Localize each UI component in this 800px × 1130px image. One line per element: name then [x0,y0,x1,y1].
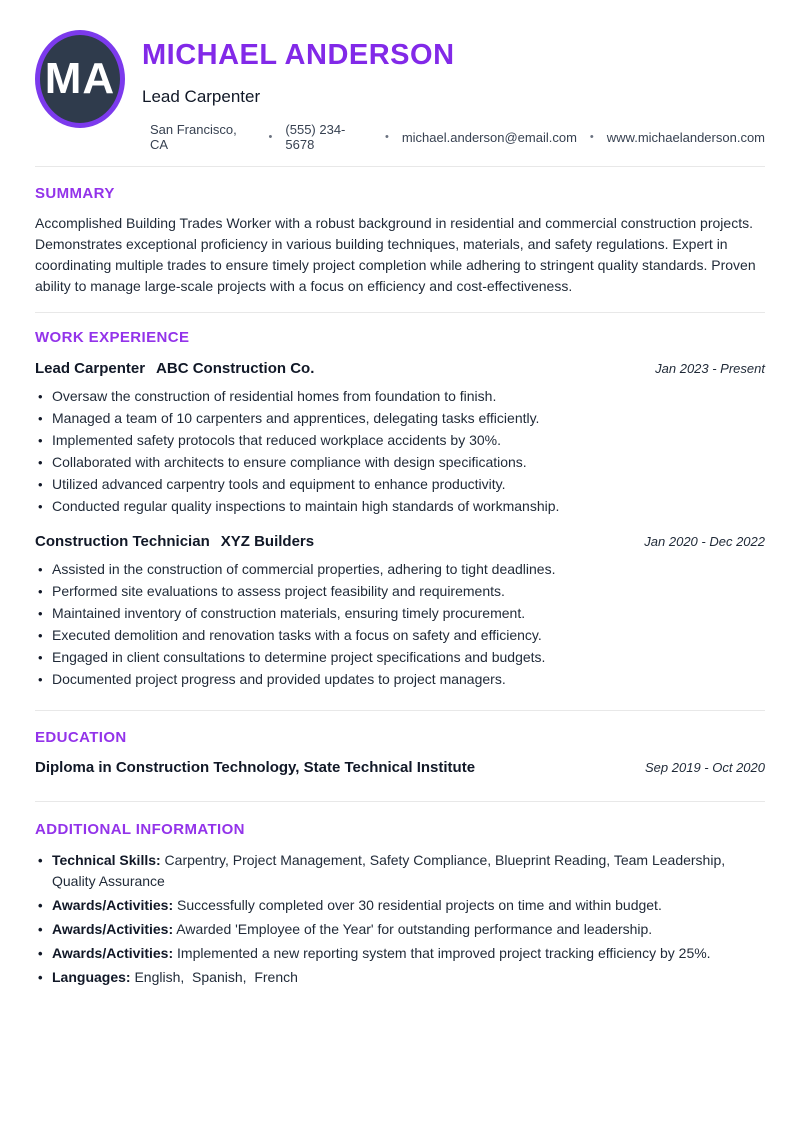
job-position: Construction Technician [35,533,210,551]
bullet-separator: • [268,131,273,144]
additional-item-text: Carpentry, Project Management, Safety Compliance, Blueprint Reading, Team Leadership, Quality Assurance [52,852,730,890]
additional-item-label: Awards/Activities: [52,945,174,962]
job-dates: Jan 2023 - Present [655,361,765,377]
education-heading: EDUCATION [35,729,127,747]
job-title-row [35,360,314,377]
additional-item [35,895,765,916]
divider [35,166,765,167]
candidate-name: MICHAEL ANDERSON [142,39,455,71]
job-bullet: • Collaborated with architects to ensure compliance with design specifications. [35,452,765,473]
job-header [35,533,765,550]
additional-information-heading: ADDITIONAL INFORMATION [35,821,245,839]
candidate-job-title: Lead Carpenter [142,87,261,107]
additional-item-label: Awards/Activities: [52,921,174,938]
job-bullet: • Implemented safety protocols that reduced workplace accidents by 30%. [35,430,765,451]
contact-email: michael.anderson@email.com [401,129,577,145]
job-title-row [35,533,314,550]
bullet-separator: • [589,131,594,144]
job-bullet: • Oversaw the construction of residential homes from foundation to finish. [35,386,765,407]
contact-website: www.michaelanderson.com [606,129,765,145]
job-company: XYZ Builders [220,533,315,551]
additional-item-label: Technical Skills: [52,852,161,869]
section-education [35,729,765,776]
work-experience-heading: WORK EXPERIENCE [35,329,190,347]
avatar-initials: MA [44,54,116,103]
divider [35,801,765,802]
job-bullet: • Conducted regular quality inspections to maintain high standards of workmanship. [35,496,765,517]
job-bullet: • Utilized advanced carpentry tools and equipment to enhance productivity. [35,474,765,495]
job-company: ABC Construction Co. [156,360,315,378]
contact-phone: (555) 234-5678 [285,122,346,153]
job-bullet: • Managed a team of 10 carpenters and apprentices, delegating tasks efficiently. [35,408,765,429]
additional-item-label: Languages: [52,969,131,986]
job-bullet: • Executed demolition and renovation tasks with a focus on safety and efficiency. [35,625,765,646]
job-dates: Jan 2020 - Dec 2022 [644,534,765,550]
section-work-experience [35,329,765,690]
section-additional-information [35,821,765,988]
additional-item-label: Awards/Activities: [52,897,174,914]
summary-heading: SUMMARY [35,185,115,203]
contact-location: San Francisco, CA [150,122,237,153]
divider [35,710,765,711]
job-bullet-list [35,386,765,517]
education-entry [35,759,765,776]
divider [35,312,765,313]
additional-item-text: Awarded 'Employee of the Year' for outstanding performance and leadership. [173,921,653,938]
job-bullet: • Assisted in the construction of commercial properties, adhering to tight deadlines. [35,559,765,580]
job-bullet: • Performed site evaluations to assess project feasibility and requirements. [35,581,765,602]
bullet-separator: • [384,131,389,144]
job-header [35,360,765,377]
resume-header [35,0,765,152]
education-degree: Diploma in Construction Technology, State Technical Institute [35,759,476,777]
avatar [35,30,125,128]
job-bullet: • Maintained inventory of construction materials, ensuring timely procurement. [35,603,765,624]
job-position: Lead Carpenter [35,360,146,378]
additional-item-text: Implemented a new reporting system that improved project tracking efficiency by 25%. [173,945,711,962]
job-bullet: • Documented project progress and provided updates to project managers. [35,669,765,690]
additional-item [35,850,765,892]
additional-item-text: Successfully completed over 30 residential projects on time and within budget. [173,897,662,914]
job-bullet: • Engaged in client consultations to determine project specifications and budgets. [35,647,765,668]
contact-row [150,122,765,152]
additional-item [35,967,765,988]
education-dates: Sep 2019 - Oct 2020 [645,760,765,776]
additional-item [35,919,765,940]
summary-text: Accomplished Building Trades Worker with a robust background in residential and commercial construction projects. Demonstrates exceptional proficiency in various building techniques, materials, and safety regulations. Expert in coordinating multiple trades to ensure timely project completion while adhering to stringent quality standards. Proven ability to manage large-scale projects with a focus on efficiency and cost-effectiveness. [35,215,756,295]
header-info [142,30,765,152]
additional-item-text: English, Spanish, French [130,969,298,986]
additional-list [35,850,765,988]
job-bullet-list [35,559,765,690]
additional-item [35,943,765,964]
section-summary [35,185,765,297]
